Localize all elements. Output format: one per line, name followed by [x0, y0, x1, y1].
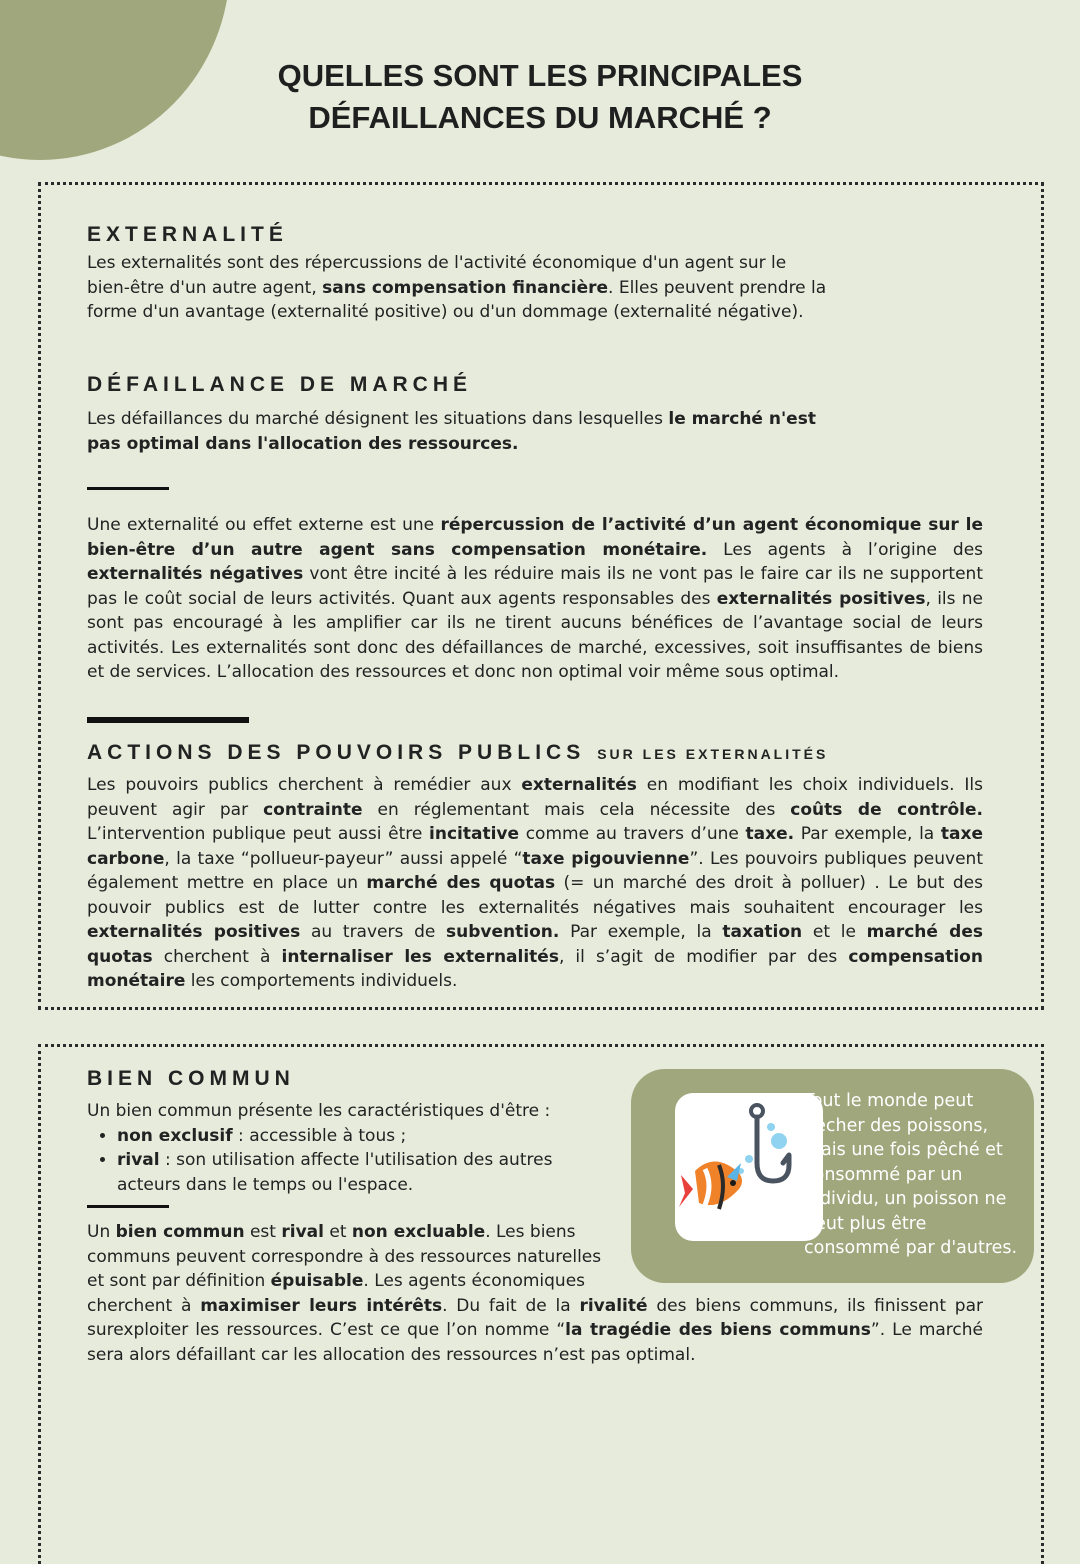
thick-divider — [87, 717, 249, 723]
list-item: • rival : son utilisation affecte l'utilisation des autres acteurs dans le temps ou l'espace. — [117, 1148, 577, 1197]
fishing-icon-tile — [675, 1093, 823, 1241]
actions-section — [87, 741, 983, 994]
externalite-heading: EXTERNALITÉ — [87, 223, 288, 246]
bien-divider — [87, 1205, 169, 1208]
page-title — [0, 55, 1080, 139]
externalite-definition: Les externalités sont des répercussions de l'activité économique d'un agent sur le bien-être d'un autre agent, sans compensation financière. Elles peuvent prendre la forme d'un avantage (externalité positive) ou d'un dommage (externalité négative). — [87, 253, 827, 322]
bien-commun-list — [87, 1124, 577, 1198]
fish-hook-icon — [675, 1093, 823, 1241]
card-text: Tout le monde peut pêcher des poissons, mais une fois pêché et consommé par un individu, un poisson ne peut plus être consommé par d'autres. — [804, 1091, 1018, 1258]
actions-subheading: SUR LES EXTERNALITÉS — [597, 746, 829, 762]
actions-heading: ACTIONS DES POUVOIRS PUBLICS SUR LES EXTERNALITÉS — [87, 741, 829, 764]
bien-commun-heading: BIEN COMMUN — [87, 1067, 295, 1090]
title-line-2: DÉFAILLANCES DU MARCHÉ ? — [308, 100, 772, 135]
actions-paragraph: Les pouvoirs publics cherchent à remédier aux externalités en modifiant les choix individuels. Ils peuvent agir par contrainte en réglementant mais cela nécessite des coûts de contrôle. L’intervention publique peut aussi être incitative comme au travers d’une taxe. Par exemple, la taxe carbone, la taxe “pollueur-payeur” aussi appelé “taxe pigouvienne”. Les pouvoirs publiques peuvent également mettre en place un marché des quotas (= un marché des droit à polluer) . Le but des pouvoir publics est de lutter contre les externalités négatives mais souhaitent encourager les externalités positives au travers de subvention. Par exemple, la taxation et le marché des quotas cherchent à internaliser les externalités, il s’agit de modifier par des compensation monétaire les comportements individuels. — [87, 775, 983, 991]
defaillance-section — [87, 373, 983, 456]
short-divider — [87, 487, 169, 490]
bien-commun-paragraph: Un bien commun est rival et non excluable. Les biens communs peuvent correspondre à des ressources naturelles et sont par définition épuisable. Les agents économiques cherchent à maximiser leurs intérêts. Du fait de la rivalité des biens communs, ils finissent par surexploiter les ressources. C’est ce que l’on nomme “la tragédie des biens communs”. Le marché sera alors défaillant car les allocation des ressources n’est pas optimal. — [87, 1222, 983, 1365]
list-item: • non exclusif : accessible à tous ; — [117, 1124, 577, 1149]
example-card — [631, 1069, 1034, 1283]
externalite-section — [87, 223, 983, 325]
defaillance-heading: DÉFAILLANCE DE MARCHÉ — [87, 373, 473, 396]
bien-commun-intro: Un bien commun présente les caractéristiques d'être : • non exclusif : accessible à tous ; • rival : son utilisation affecte l'utilisation des autres acteurs dans le temps ou l'espace. — [87, 1099, 577, 1197]
externalite-paragraph: Une externalité ou effet externe est une répercussion de l’activité d’un agent économique sur le bien-être d’un autre agent sans compensation monétaire. Les agents à l’origine des externalités négatives vont être incité à les réduire mais ils ne vont pas le faire car ils ne supportent pas le coût social de leurs activités. Quant aux agents responsables des externalités positives, ils ne sont pas encouragé à les amplifier car ils ne tirent aucuns bénéfices de l’avantage social de leurs activités. Les externalités sont donc des défaillances de marché, excessives, soit insuffisantes de biens et de services. L’allocation des ressources et donc non optimal voir même sous optimal. — [87, 515, 984, 682]
defaillance-definition: Les défaillances du marché désignent les situations dans lesquelles le marché n'est pas optimal dans l'allocation des ressources. — [87, 409, 816, 454]
externalities-panel — [38, 182, 1044, 1010]
title-line-1: QUELLES SONT LES PRINCIPALES — [277, 58, 803, 93]
bien-commun-panel — [38, 1044, 1044, 1564]
